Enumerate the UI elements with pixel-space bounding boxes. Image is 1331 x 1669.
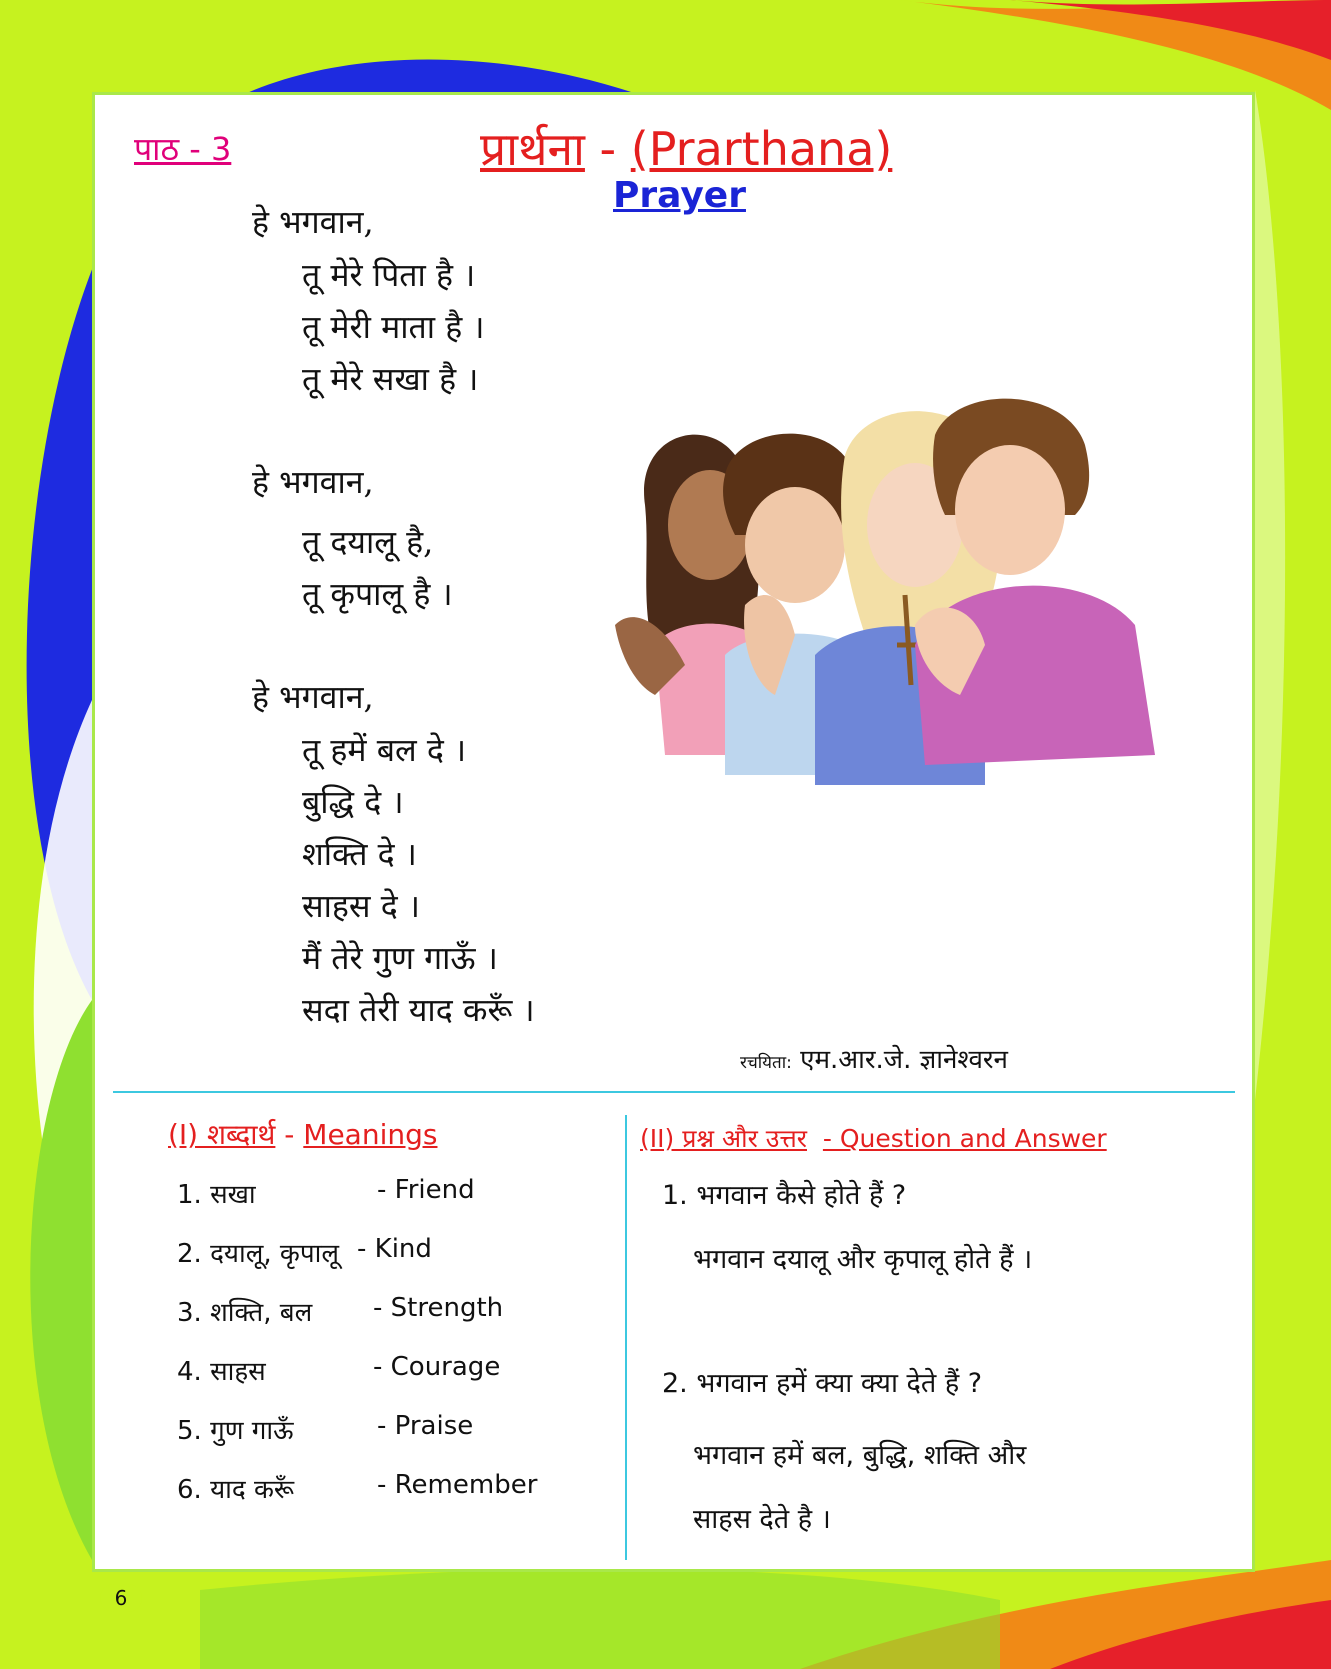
answer: भगवान दयालू और कृपालू होते हैं । [693, 1244, 1033, 1275]
credit-name: एम.आर.जे. ज्ञानेश्वरन [800, 1045, 1008, 1075]
praying-children-illustration [615, 395, 1185, 795]
meaning-english: - Kind [357, 1234, 432, 1264]
lesson-number: पाठ - 3 [134, 130, 232, 168]
answer: साहस देते है । [693, 1504, 831, 1535]
credit-label: रचयिता: [740, 1053, 792, 1073]
meaning-english: - Remember [377, 1470, 538, 1500]
meaning-english: - Courage [373, 1352, 501, 1382]
page-title [480, 117, 892, 179]
poem-line: शक्ति दे । [302, 835, 417, 873]
question: 2. भगवान हमें क्या क्या देते हैं ? [662, 1368, 983, 1399]
page-number: 6 [100, 1584, 142, 1612]
meaning-word: 1. सखा [177, 1180, 256, 1210]
poem-line: तू हमें बल दे । [302, 731, 467, 769]
meaning-word: 4. साहस [177, 1357, 266, 1387]
meanings-heading-english: Meanings [303, 1118, 438, 1151]
qa-heading-english: - Question and Answer [822, 1124, 1107, 1153]
poem-line: मैं तेरे गुण गाऊँ । [302, 939, 498, 977]
page-subtitle: Prayer [613, 175, 746, 216]
poem-address: हे भगवान, [252, 203, 374, 241]
question: 1. भगवान कैसे होते हैं ? [662, 1180, 907, 1211]
qa-heading [640, 1121, 1107, 1155]
meaning-english: - Praise [377, 1411, 474, 1441]
title-roman: (Prarthana) [630, 122, 893, 176]
poem-line: बुद्धि दे । [302, 783, 404, 821]
qa-heading-hindi: (II) प्रश्न और उत्तर [640, 1124, 807, 1153]
poem-address: हे भगवान, [252, 678, 374, 716]
meanings-heading-hindi: (I) शब्दार्थ [168, 1118, 276, 1151]
title-hindi: प्रार्थना [480, 122, 585, 176]
poem-address: हे भगवान, [252, 463, 374, 501]
poem-line: तू मेरे सखा है । [302, 360, 479, 398]
poem-line: साहस दे । [302, 887, 421, 925]
content-page [92, 92, 1255, 1572]
poem-line: तू कृपालू है । [302, 575, 453, 613]
meaning-english: - Strength [373, 1293, 504, 1323]
poem-line: तू मेरे पिता है । [302, 256, 476, 294]
meaning-word: 2. दयालू, कृपालू [177, 1239, 339, 1269]
meanings-heading-sep: - [275, 1118, 304, 1151]
meaning-word: 3. शक्ति, बल [177, 1298, 313, 1328]
meanings-heading [168, 1115, 437, 1153]
answer: भगवान हमें बल, बुद्धि, शक्ति और [693, 1440, 1027, 1471]
title-separator: - [584, 122, 631, 176]
meaning-word: 5. गुण गाऊँ [177, 1416, 294, 1446]
poem-line: तू दयालू है, [302, 523, 434, 561]
column-divider [625, 1115, 627, 1560]
section-divider [113, 1091, 1235, 1093]
poem-line: तू मेरी माता है । [302, 308, 485, 346]
meaning-word: 6. याद करूँ [177, 1475, 295, 1505]
poem-line: सदा तेरी याद करूँ । [302, 991, 535, 1029]
poem-credit [740, 1040, 1008, 1076]
meaning-english: - Friend [377, 1175, 475, 1205]
